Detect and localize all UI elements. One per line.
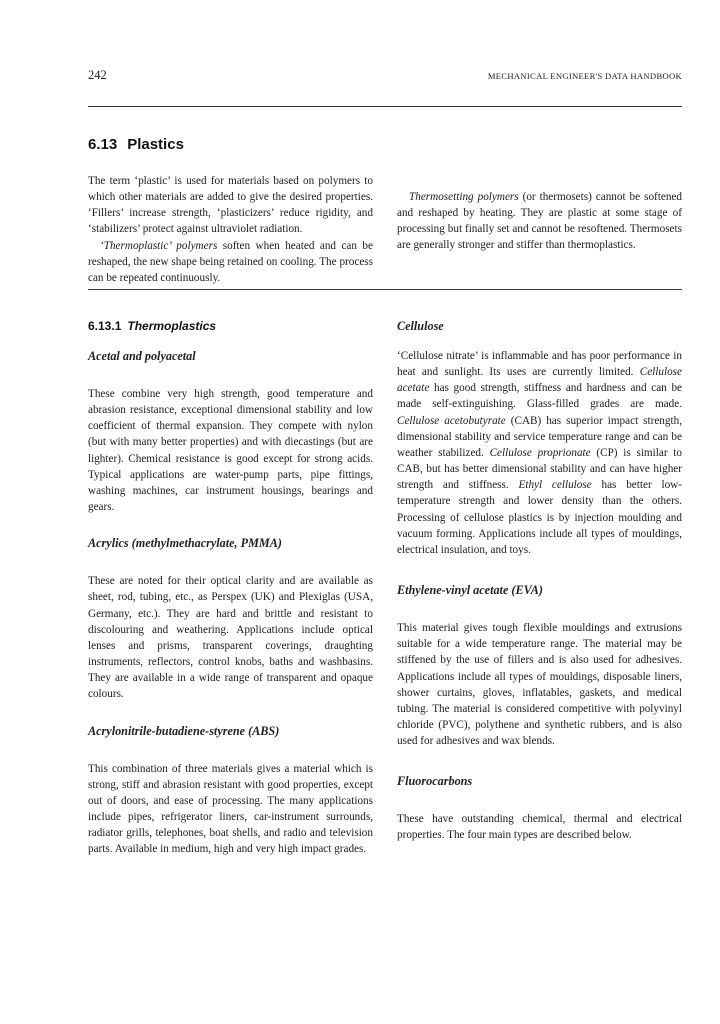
running-title: MECHANICAL ENGINEER'S DATA HANDBOOK (487, 71, 682, 81)
eva-body: This material gives tough flexible mouldings and extrusions suitable for a wide temperature range. The material may be stiffened by the use of fillers and is also used for adhesives. Applications include all types of mouldings, disposable liners, shower curtains, gloves, inflatables, gaskets, and medical tubing. The material is considered competitive with polyvinyl chloride (PVC), polythene and synthetic rubbers, and is also used for adhesives and wax blends. (397, 622, 682, 748)
thermoplastics-column-left (88, 318, 373, 857)
thermoset-text: (or thermosets) cannot be softened and reshaped by heating. They are plastic at some stage of processing but finally set and cannot be resoftened. Thermosets are generally stronger and stiffer than thermoplastics. (397, 191, 682, 252)
cellulose-text-2: has good strength, stiffness and hardness and can be made self-extinguishing. Glass-filled grades are made. (397, 382, 682, 411)
subsection-title: Thermoplastics (127, 319, 217, 333)
section-title (88, 136, 184, 153)
section-number: 6.13 (88, 136, 118, 153)
acetal-heading: Acetal and polyacetal (88, 349, 196, 363)
thermoset-term: Thermosetting polymers (409, 191, 519, 203)
section-rule (88, 289, 682, 290)
section-title-text: Plastics (127, 136, 184, 153)
cellulose-heading: Cellulose (397, 319, 444, 333)
cellulose-acetobutyrate-term: Cellulose acetobutyrate (397, 414, 506, 427)
fluorocarbons-heading: Fluorocarbons (397, 774, 473, 789)
cellulose-text-1: ‘Cellulose nitrate’ is inflammable and has poor performance in heat and sunlight. Its uses are currently limited. (397, 350, 682, 379)
intro-column-left (88, 173, 373, 286)
fluorocarbons-body: These have outstanding chemical, thermal and electrical properties. The four main types are described below. (397, 813, 682, 842)
eva-heading: Ethylene-vinyl acetate (EVA) (397, 583, 543, 598)
cellulose-acetate-term: Cellulose acetate (397, 366, 682, 395)
intro-paragraph: The term ‘plastic’ is used for materials based on polymers to which other materials are added to give the desired properties. ‘Fillers’ increase strength, ‘plasticizers’ reduce rigidity, and ‘stabilizers’ protect against ultraviolet radiation. (88, 175, 373, 236)
intro-thermoset-paragraph (397, 189, 682, 254)
thermoplastic-term: ‘Thermoplastic’ polymers (100, 239, 218, 252)
abs-heading: Acrylonitrile-butadiene-styrene (ABS) (88, 723, 280, 738)
acrylics-heading: Acrylics (methylmethacrylate, PMMA) (88, 536, 282, 551)
acetal-body: These combine very high strength, good temperature and abrasion resistance, exceptional dimensional stability and low coefficient of thermal expansion. They compete with nylon (but with many better properties) and with diecastings (but are lighter). Chemical resistance is good except for strong acids. Typical applications are water-pump parts, pipe fittings, washing machines, car instrument housings, bearings and gears. (88, 388, 373, 514)
cellulose-text-4: (CP) is similar to CAB, but has better dimensional stability and can have higher strength and stiffness. (397, 446, 682, 492)
cellulose-text-5: has better low-temperature strength and lower density than the others. Processing of cellulose plastics is by injection moulding and vacuum forming. Applications include all types of mouldings, electrical insulation, and toys. (397, 479, 682, 556)
cellulose-proprionate-term: Cellulose proprionate (489, 446, 591, 459)
subsection-heading (88, 318, 373, 334)
thermoplastics-column-right (397, 318, 682, 844)
ethyl-cellulose-term: Ethyl cellulose (518, 479, 592, 492)
thermoplastic-text: soften when heated and can be reshaped, the new shape being retained on cooling. The process can be repeated continuously. (88, 239, 373, 284)
subsection-number: 6.13.1 (88, 319, 122, 333)
abs-body: This combination of three materials gives a material which is strong, stiff and abrasion resistant with good properties, except out of doors, and ease of processing. The many applications include pipes, refrigerator liners, car-instrument surrounds, radiator grills, telephones, boat shells, and radio and television parts. Available in medium, high and very high impact grades. (88, 762, 373, 856)
cellulose-text-3: (CAB) has superior impact strength, dimensional stability and service temperature range and can be weather stabilized. (397, 414, 682, 459)
acrylics-body: These are noted for their optical clarity and are available as sheet, rod, tubing, etc., as Perspex (UK) and Plexiglas (USA, Germany, etc.). They are hard and brittle and resistant to discolouring and weathering. Applications include optical lenses and prisms, transparent coverings, draughting instruments, reflectors, control knobs, baths and washbasins. They are available in a wide range of transparent and opaque colours. (88, 575, 373, 701)
cellulose-body (397, 348, 682, 558)
intro-thermoplastic-paragraph (88, 238, 373, 286)
page-number: 242 (88, 68, 107, 82)
intro-column-right (397, 92, 682, 252)
